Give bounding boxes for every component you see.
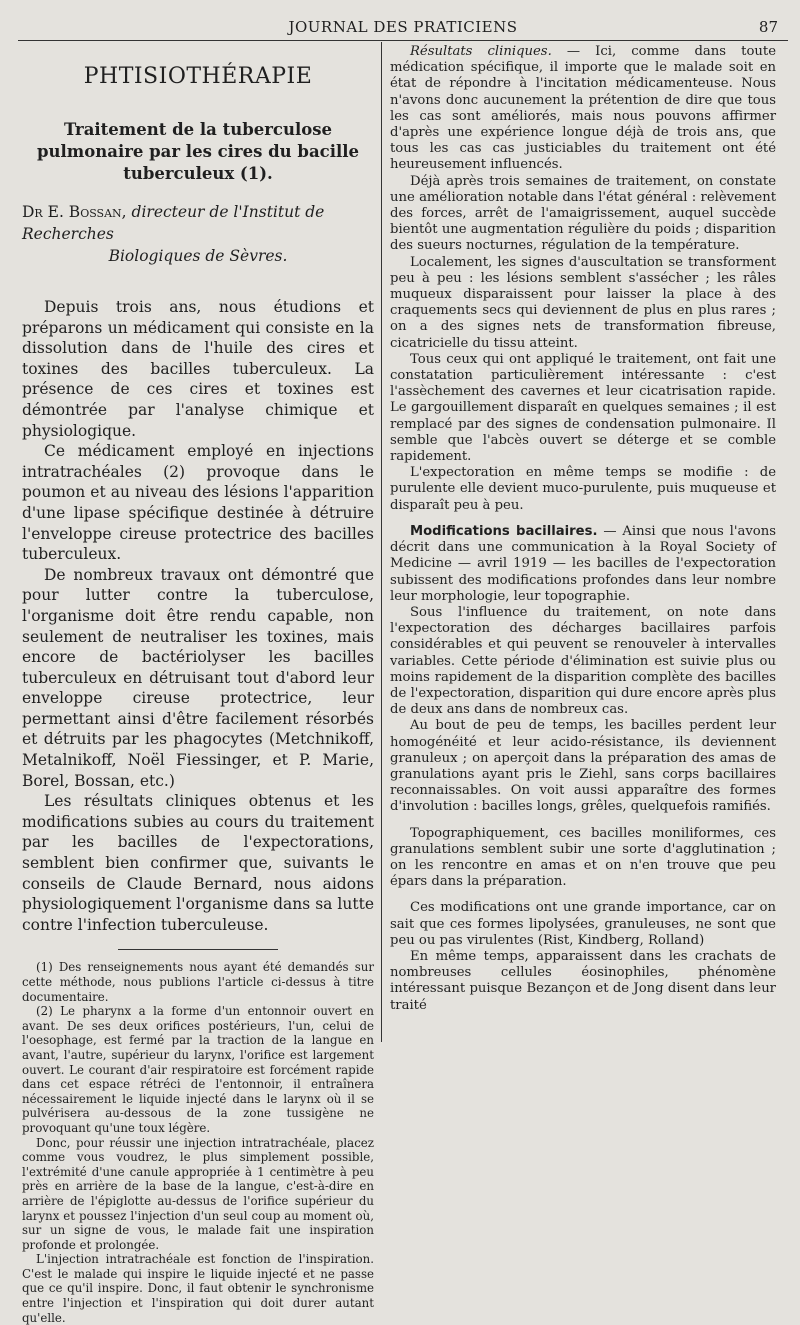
modifications-text: — Ainsi que nous l'avons décrit dans une communication à la Royal Society of Medicine — avril 1919 — les bacilles de l'expectoration subissent des modifications profondes dans leur nombre leur morphologie, leur topographie. — [390, 523, 776, 604]
results-heading: Résultats cliniques. — [410, 44, 552, 59]
results-text: — Ici, comme dans toute médication spécifique, il importe que le malade soit en état de répondre à l'incitation médicamenteuse. Nous n'avons donc aucunement la prétention de dire que tous les cas sont améliorés, mais nous pouvons affirmer d'après une expérience longue déjà de trois ans, que tous les cas cas justiciables du traitement ont été heureusement influencés. — [390, 44, 776, 173]
author-name: Dr E. Bossan, — [22, 203, 127, 221]
column-divider — [381, 42, 382, 1042]
body-paragraph: L'expectoration en même temps se modifie : de purulente elle devient muco-purulente, puis muqueuse et disparaît peu à peu. — [390, 465, 776, 513]
left-column — [22, 44, 374, 1325]
body-paragraph: Depuis trois ans, nous étudions et préparons un médicament qui consiste en la dissolution dans de l'huile des cires et toxines des bacilles tuberculeux. La présence de ces cires et toxines est démontrée par l'analyse chimique et physiologique. — [22, 298, 374, 440]
section-title: PHTISIOTHÉRAPIE — [83, 64, 313, 89]
footnote: (2) Le pharynx a la forme d'un entonnoir ouvert en avant. De ses deux orifices postérieurs, l'un, celui de l'oesophage, est fermé par la traction de la langue en avant, l'autre, supérieur du larynx, l'orifice est largement ouvert. Le courant d'air respiratoire est forcément rapide dans cet espace rétréci de l'entonnoir, il entraînera nécessairement le liquide injecté dans le larynx où il se pulvérisera au-dessous de la zone tussigène ne provoquant qu'une toux légère. — [22, 1004, 374, 1135]
body-paragraph: En même temps, apparaissent dans les crachats de nombreuses cellules éosinophiles, phénomène intéressant puisque Bezançon et de Jong disent dans leur traité — [390, 948, 776, 1013]
body-paragraph: Déjà après trois semaines de traitement, on constate une amélioration notable dans l'état général : relèvement des forces, arrêt de l'amaigrissement, auquel succède bientôt une augmentation régulière du poids ; disparition des sueurs nocturnes, régulation de la température. — [390, 173, 776, 254]
author-institute: Biologiques de Sèvres. — [108, 247, 288, 265]
body-paragraph: Ce médicament employé en injections intratrachéales (2) provoque dans le poumon et au niveau des lésions l'apparition d'une lipase spécifique destinée à détruire l'enveloppe cireuse protectrice des bacilles tuberculeux. — [22, 442, 374, 564]
author-block — [22, 201, 374, 267]
body-paragraph: Sous l'influence du traitement, on note dans l'expectoration des décharges bacillaires parfois considérables et qui peuvent se renouveler à intervalles variables. Cette période d'élimination est suivie plus ou moins rapidement de la disparition complète des bacilles de l'expectoration, disparition qui dure encore après plus de deux ans dans de nombreux cas. — [390, 604, 776, 718]
footnote: Donc, pour réussir une injection intratrachéale, placez comme vous voudrez, le plus simplement possible, l'extrémité d'une canule appropriée à 1 centimètre à peu près en arrière de la base de la langue, c'est-à-dire en arrière de l'épiglotte au-dessus de l'orifice supérieur du larynx et poussez l'injection d'un seul coup au moment où, sur un signe de vous, le malade fait une inspiration profonde et prolongée. — [22, 1135, 374, 1252]
body-paragraph: Topographiquement, ces bacilles moniliformes, ces granulations semblent subir une sorte d'agglutination ; on les rencontre en amas et on n'en trouve que peu épars dans la préparation. — [390, 825, 776, 890]
right-column — [390, 44, 776, 1014]
body-paragraph: Les résultats cliniques obtenus et les modifications subies au cours du traitement par les bacilles de l'expectorations, semblent bien confirmer que, suivants le conseils de Claude Bernard, nous aidons physiologiquement l'organisme dans sa lutte contre l'infection tuberculeuse. — [22, 792, 374, 934]
footnote: L'injection intratrachéale est fonction de l'inspiration. C'est le malade qui inspire le liquide injecté et ne passe que ce qu'il inspire. Donc, il faut obtenir le synchronisme entre l'injection et l'inspiration qui doit durer autant qu'elle. — [22, 1252, 374, 1325]
body-paragraph: De nombreux travaux ont démontré que pour lutter contre la tuberculose, l'organisme doit être rendu capable, non seulement de neutraliser les toxines, mais encore de bactériolyser les bacilles tuberculeux en détruisant tout d'abord leur enveloppe cireuse protectrice, leur permettant ainsi d'être facilement résorbés et détruits par les phagocytes (Metchnikoff, Metalnikoff, Noël Fiessinger, et P. Marie, Borel, Bossan, etc.) — [22, 565, 374, 790]
journal-title: JOURNAL DES PRATICIENS — [288, 18, 518, 36]
body-paragraph: Ces modifications ont une grande importance, car on sait que ces formes lipolysées, granuleuses, ne sont que peu ou pas virulentes (Rist, Kindberg, Rolland) — [390, 900, 776, 948]
running-header — [18, 14, 788, 41]
author-role: directeur de l'Institut de Recherches — [22, 203, 325, 243]
body-paragraph: Au bout de peu de temps, les bacilles perdent leur homogénéité et leur acido-résistance, ils deviennent granuleux ; on aperçoit dans la préparation des amas de granulations ayant pris le Ziehl, sans corps bacillaires reconnaissables. On voit aussi apparaître des formes d'involution : bacilles longs, grêles, quelquefois ramifiés. — [390, 718, 776, 815]
body-paragraph: Localement, les signes d'auscultation se transforment peu à peu : les lésions semblent s'assécher ; les râles muqueux disparaissent pour laisser la place à des craquements secs qui deviennent de plus en plus rares ; on a des signes nets de transformation fibreuse, cicatricielle du tissu atteint. — [390, 254, 776, 351]
page-number: 87 — [758, 18, 778, 36]
footnote-rule — [118, 949, 278, 950]
footnote: (1) Des renseignements nous ayant été demandés sur cette méthode, nous publions l'article ci-dessus à titre documentaire. — [22, 960, 374, 1004]
modifications-paragraph — [390, 524, 776, 605]
body-paragraph: Tous ceux qui ont appliqué le traitement, ont fait une constatation particulièrement intéressante : c'est l'assèchement des cavernes et leur cicatrisation rapide. Le gargouillement disparaît en quelques semaines ; il est remplacé par des signes de condensation pulmonaire. Il semble que l'abcès ouvert se déterge et se comble rapidement. — [390, 351, 776, 465]
results-paragraph — [390, 44, 776, 174]
modifications-heading: Modifications bacillaires. — [410, 523, 598, 539]
article-title: Traitement de la tuberculose pulmonaire par les cires du bacille tuberculeux (1). — [36, 120, 360, 183]
